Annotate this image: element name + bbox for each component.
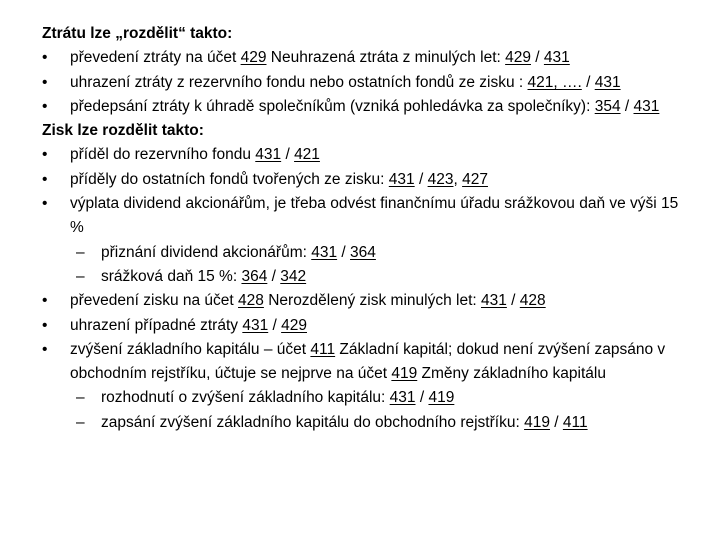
account-number: 421, ….: [527, 73, 582, 91]
account-number: 431: [311, 243, 338, 261]
loss-item-transfer: • převedení ztráty na účet 429 Neuhrazená ztráta z minulých let: 429 / 431: [42, 46, 682, 70]
profit-heading: Zisk lze rozdělit takto:: [42, 122, 204, 140]
dash-icon: –: [76, 389, 85, 407]
profit-item-transfer: • převedení zisku na účet 428 Nerozdělený zisk minulých let: 431 / 428: [42, 289, 682, 313]
bullet-icon: •: [42, 195, 48, 213]
profit-subitem-withholding-tax: – srážková daň 15 %: 364 / 342: [42, 265, 682, 289]
bullet-icon: •: [42, 97, 48, 115]
account-number: 364: [241, 267, 268, 285]
loss-heading: Ztrátu lze „rozdělit“ takto:: [42, 25, 233, 42]
bullet-icon: •: [42, 170, 48, 188]
account-number: 427: [462, 170, 488, 188]
dash-icon: –: [76, 413, 85, 431]
bullet-icon: •: [42, 49, 48, 67]
account-number: 342: [280, 267, 307, 285]
profit-item-cover-loss: • uhrazení případné ztráty 431 / 429: [42, 314, 682, 338]
account-number: 429: [240, 49, 267, 67]
profit-subitem-capital-registration: – zapsání zvýšení základního kapitálu do obchodního rejstříku: 419 / 411: [42, 411, 682, 435]
account-number: 421: [294, 146, 320, 164]
account-number: 431: [481, 292, 507, 310]
dash-icon: –: [76, 267, 85, 285]
account-number: 431: [633, 97, 660, 115]
bullet-icon: •: [42, 316, 48, 334]
account-number: 431: [594, 73, 621, 91]
bullet-icon: •: [42, 146, 48, 164]
account-number: 423: [427, 170, 454, 188]
profit-item-reserve-fund: • příděl do rezervního fondu 431 / 421: [42, 143, 682, 167]
account-number: 419: [524, 413, 550, 431]
profit-subitem-dividend-declaration: – přiznání dividend akcionářům: 431 / 364: [42, 241, 682, 265]
profit-subitem-capital-decision: – rozhodnutí o zvýšení základního kapitálu: 431 / 419: [42, 386, 682, 410]
profit-item-other-funds: • příděly do ostatních fondů tvořených ze zisku: 431 / 423, 427: [42, 168, 682, 192]
dash-icon: –: [76, 243, 85, 261]
account-number: 419: [428, 389, 455, 407]
account-number: 431: [543, 49, 570, 67]
account-number: 431: [255, 146, 282, 164]
bullet-icon: •: [42, 73, 48, 91]
account-number: 431: [242, 316, 269, 334]
account-number: 364: [350, 243, 376, 261]
account-number: 428: [519, 292, 546, 310]
account-number: 419: [391, 365, 418, 383]
account-number: 428: [238, 292, 264, 310]
profit-item-dividends: • výplata dividend akcionářům, je třeba odvést finančnímu úřadu srážkovou daň ve výši 15 %: [42, 192, 682, 241]
loss-item-cover-from-fund: • uhrazení ztráty z rezervního fondu nebo ostatních fondů ze zisku : 421, …. / 431: [42, 71, 682, 95]
account-number: 411: [562, 413, 588, 431]
account-number: 354: [594, 97, 621, 115]
account-number: 431: [388, 170, 415, 188]
account-number: 431: [389, 389, 416, 407]
slide-content: [42, 22, 682, 435]
account-number: 429: [505, 49, 531, 67]
loss-item-charge-to-partners: • předepsání ztráty k úhradě společníkům (vzniká pohledávka za společníky): 354 / 431: [42, 95, 682, 119]
profit-item-capital-increase: • zvýšení základního kapitálu – účet 411 Základní kapitál; dokud není zvýšení zapsáno v obchodním rejstříku, účtuje se nejprve na účet 419 Změny základního kapitálu: [42, 338, 682, 387]
bullet-icon: •: [42, 340, 48, 358]
account-number: 429: [281, 316, 307, 334]
account-number: 411: [310, 340, 336, 358]
bullet-icon: •: [42, 292, 48, 310]
